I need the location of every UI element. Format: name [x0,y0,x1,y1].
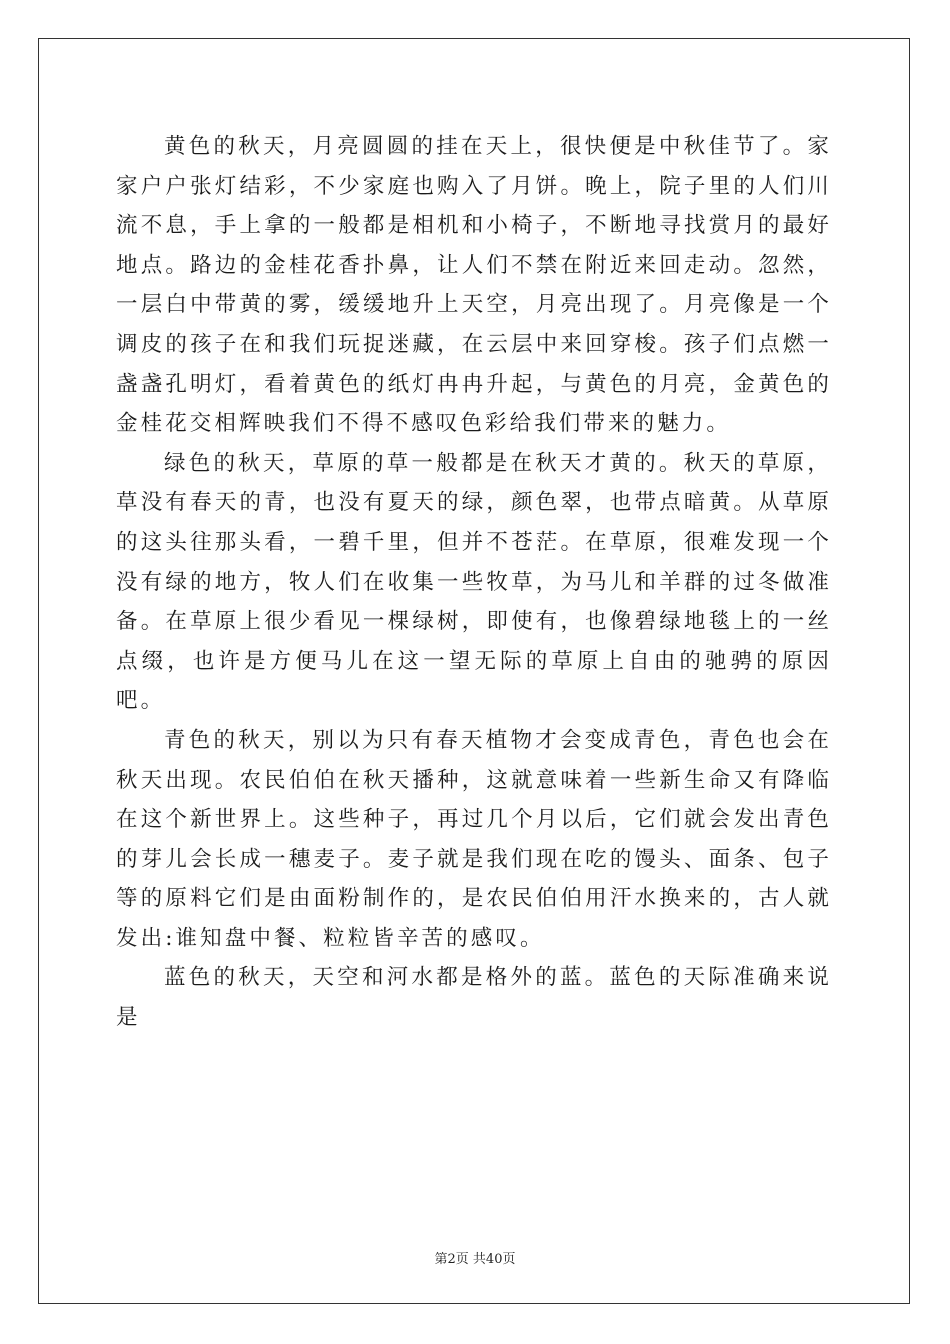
paragraph-blue-autumn: 蓝色的秋天，天空和河水都是格外的蓝。蓝色的天际准确来说是 [116,965,832,1031]
paragraph-yellow-autumn: 黄色的秋天，月亮圆圆的挂在天上，很快便是中秋佳节了。家家户户张灯结彩，不少家庭也购入了月饼。晚上，院子里的人们川流不息，手上拿的一般都是相机和小椅子，不断地寻找赏月的最好地点。路边的金桂花香扑鼻，让人们不禁在附近来回走动。忽然，一层白中带黄的雾，缓缓地升上天空，月亮出现了。月亮像是一个调皮的孩子在和我们玩捉迷藏，在云层中来回穿梭。孩子们点燃一盏盏孔明灯，看着黄色的纸灯冉冉升起，与黄色的月亮，金黄色的金桂花交相辉映我们不得不感叹色彩给我们带来的魅力。 [116,134,832,437]
paragraph-green-autumn: 绿色的秋天，草原的草一般都是在秋天才黄的。秋天的草原，草没有春天的青，也没有夏天的绿，颜色翠，也带点暗黄。从草原的这头往那头看，一碧千里，但并不苍茫。在草原，很难发现一个没有绿的地方，牧人们在收集一些牧草，为马儿和羊群的过冬做准备。在草原上很少看见一棵绿树，即使有，也像碧绿地毯上的一丝点缀，也许是方便马儿在这一望无际的草原上自由的驰骋的原因吧。 [116,450,832,714]
document-body [116,127,832,1038]
paragraph-cyan-autumn: 青色的秋天，别以为只有春天植物才会变成青色，青色也会在秋天出现。农民伯伯在秋天播种，这就意味着一些新生命又有降临在这个新世界上。这些种子，再过几个月以后，它们就会发出青色的芽儿会长成一穗麦子。麦子就是我们现在吃的馒头、面条、包子等的原料它们是由面粉制作的，是农民伯伯用汗水换来的，古人就发出:谁知盘中餐、粒粒皆辛苦的感叹。 [116,727,832,951]
page-number-footer: 第2页 共40页 [434,1252,516,1267]
